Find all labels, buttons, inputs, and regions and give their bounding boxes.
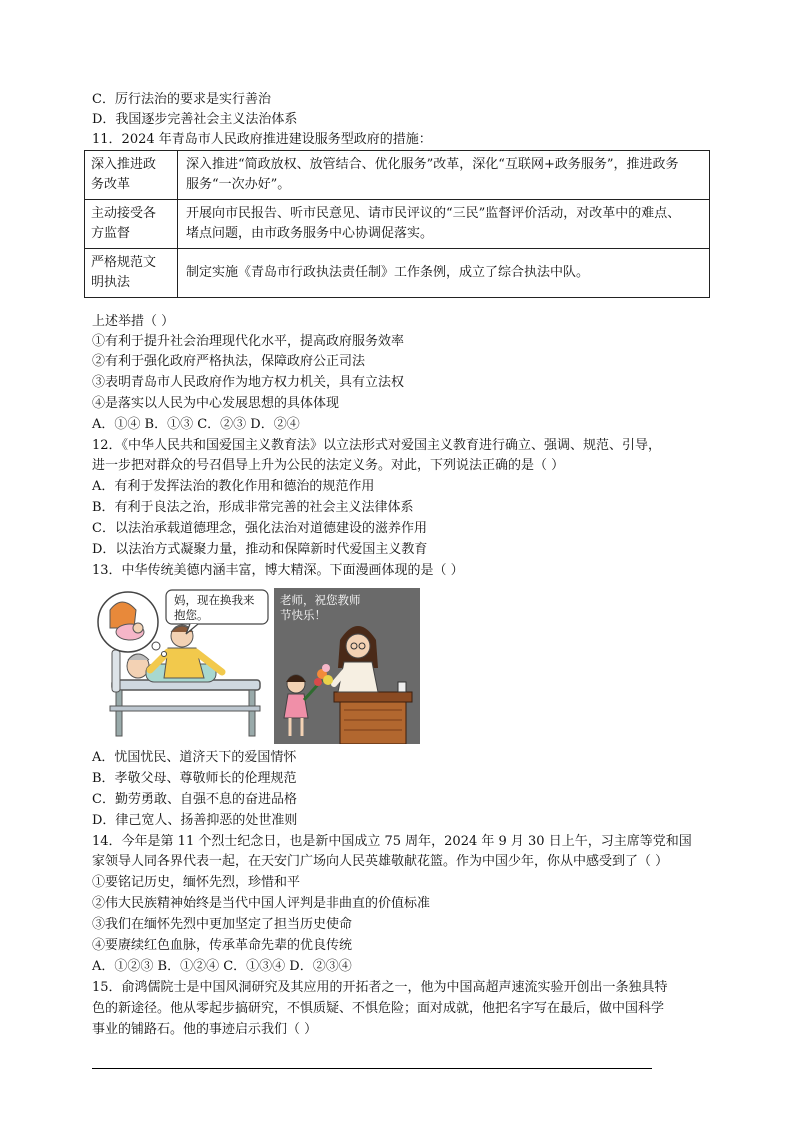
q11-statement-2: ②有利于强化政府严格执法，保障政府公正司法 <box>92 354 366 369</box>
q12-option-a: A．有利于发挥法治的教化作用和德治的规范作用 <box>92 479 375 494</box>
row-content: 深入推进“简政放权、放管结合、优化服务”改革，深化“互联网+政务服务”，推进政务 服务“一次办好”。 <box>178 151 710 200</box>
q15-stem-line3: 事业的铺路石。他的事迹启示我们（ ） <box>92 1022 318 1037</box>
q11-stem: 11．2024 年青岛市人民政府推进建设服务型政府的措施： <box>92 132 432 147</box>
q14-statement-3: ③我们在缅怀先烈中更加坚定了担当历史使命 <box>92 917 353 932</box>
q11-statement-1: ①有利于提升社会治理现代化水平，提高政府服务效率 <box>92 334 405 349</box>
q11-statement-3: ③表明青岛市人民政府作为地方权力机关，具有立法权 <box>92 375 405 390</box>
prev-option-c: C．厉行法治的要求是实行善治 <box>92 92 271 107</box>
q14-statement-1: ①要铭记历史，缅怀先烈，珍惜和平 <box>92 875 301 890</box>
q14-statement-4: ④要赓续红色血脉，传承革命先辈的优良传统 <box>92 938 353 953</box>
q12-stem-line1: 12．《中华人民共和国爱国主义教育法》以立法形式对爱国主义教育进行确立、强调、规范、引导， <box>92 438 662 453</box>
comic-panel-filial <box>94 588 272 744</box>
table-row <box>85 151 710 200</box>
q12-option-b: B．有利于良法之治，形成非常完善的社会主义法律体系 <box>92 500 414 515</box>
q11-prompt: 上述举措（ ） <box>92 314 175 329</box>
q13-option-c: C．勤劳勇敢、自强不息的奋进品格 <box>92 792 297 807</box>
q15-stem-line1: 15．俞鸿儒院士是中国风洞研究及其应用的开拓者之一，他为中国高超声速流实验开创出一条独具特 <box>92 980 668 995</box>
row-heading: 深入推进政 务改革 <box>85 151 178 200</box>
row-content: 制定实施《青岛市行政执法责任制》工作条例，成立了综合执法中队。 <box>178 249 710 298</box>
row-content: 开展向市民报告、听市民意见、请市民评议的“三民”监督评价活动，对改革中的难点、 堵点问题，由市政务服务中心协调促落实。 <box>178 200 710 249</box>
q14-stem-line1: 14．今年是第 11 个烈士纪念日，也是新中国成立 75 周年，2024 年 9 月 30 日上午，习主席等党和国 <box>92 834 692 849</box>
row-heading: 严格规范文 明执法 <box>85 249 178 298</box>
footer-divider <box>92 1068 652 1069</box>
q14-statement-2: ②伟大民族精神始终是当代中国人评判是非曲直的价值标准 <box>92 896 431 911</box>
row-heading: 主动接受各 方监督 <box>85 200 178 249</box>
q13-option-d: D．律己宽人、扬善抑恶的处世准则 <box>92 813 298 828</box>
table-row <box>85 249 710 298</box>
q14-choices: A．①②③ B．①②④ C．①③④ D．②③④ <box>92 959 352 974</box>
q12-stem-line2: 进一步把对群众的号召倡导上升为公民的法定义务。对此，下列说法正确的是（ ） <box>92 458 565 473</box>
q13-option-b: B．孝敬父母、尊敬师长的伦理规范 <box>92 771 297 786</box>
q11-measures-table <box>84 150 710 298</box>
bubble-text: 老师，祝您教师 <box>280 593 361 607</box>
q11-choices: A．①④ B．①③ C．②③ D．②④ <box>92 417 300 432</box>
q15-stem-line2: 色的新途径。他从零起步搞研究，不惧质疑、不惧危险；面对成就，他把名字写在最后，做中国科学 <box>92 1001 665 1016</box>
q12-option-c: C．以法治承载道德理念，强化法治对道德建设的滋养作用 <box>92 521 427 536</box>
q13-option-a: A．忧国忧民、道济天下的爱国情怀 <box>92 750 297 765</box>
q13-stem: 13．中华传统美德内涵丰富，博大精深。下面漫画体现的是（ ） <box>92 563 464 578</box>
bubble-text: 节快乐！ <box>280 608 326 622</box>
q11-statement-4: ④是落实以人民为中心发展思想的具体体现 <box>92 396 340 411</box>
table-row <box>85 200 710 249</box>
q14-stem-line2: 家领导人同各界代表一起，在天安门广场向人民英雄敬献花篮。作为中国少年，你从中感受到了（ ） <box>92 854 669 869</box>
prev-option-d: D．我国逐步完善社会主义法治体系 <box>92 112 298 127</box>
bubble-text: 抱您。 <box>174 608 209 622</box>
comic-panel-teacher <box>274 588 420 744</box>
bubble-text: 妈，现在换我来 <box>174 593 255 607</box>
q12-option-d: D．以法治方式凝聚力量，推动和保障新时代爱国主义教育 <box>92 542 428 557</box>
